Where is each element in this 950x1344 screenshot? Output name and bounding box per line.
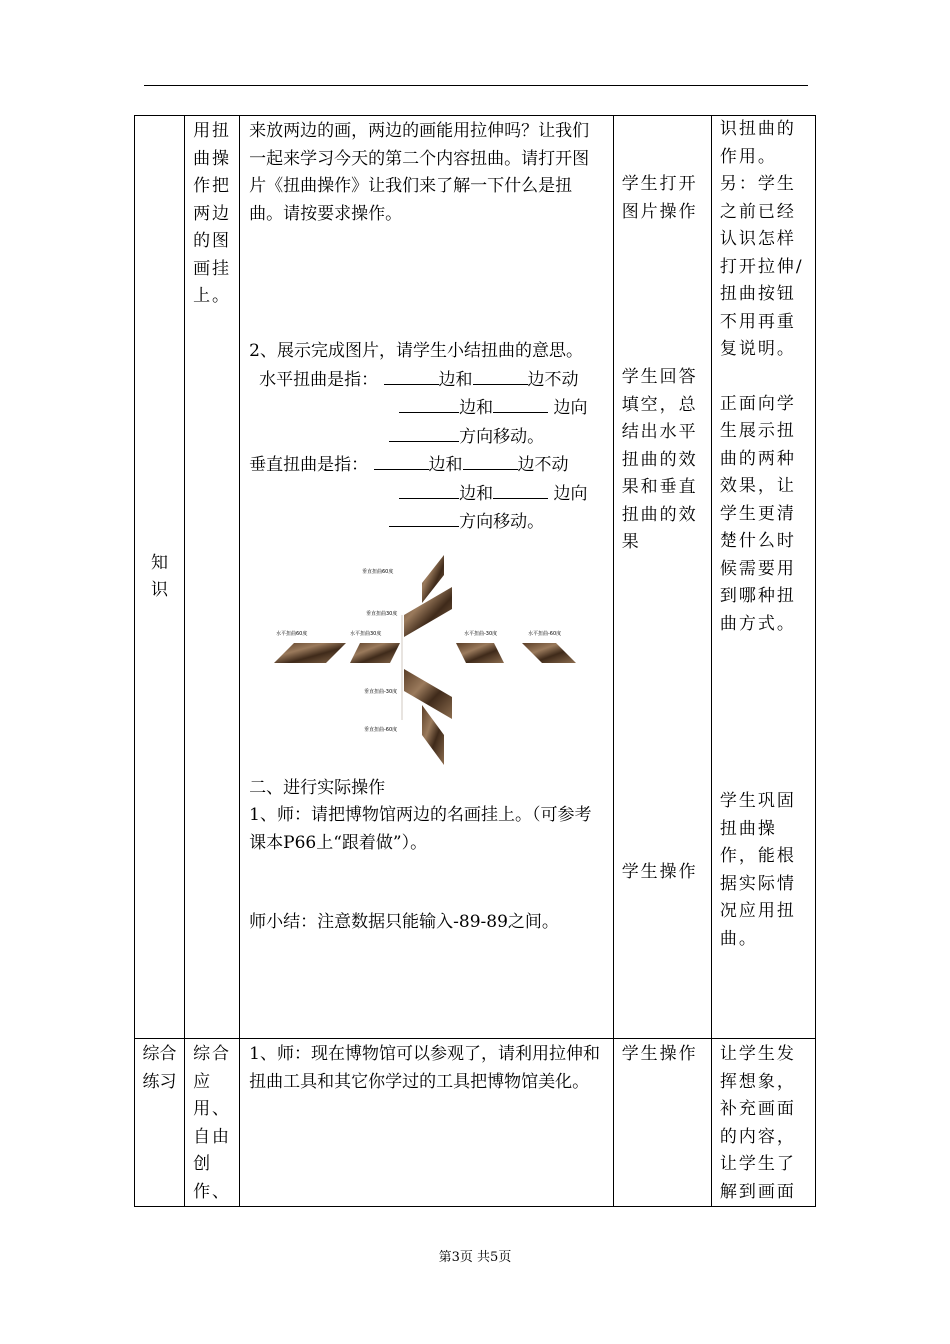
edge-toward-text: 边向 (553, 398, 588, 418)
fill-blank[interactable] (463, 451, 518, 470)
edge-and-text: 边和 (459, 398, 494, 418)
lesson-plan-table (134, 115, 816, 1207)
edge-and-text: 边和 (428, 455, 463, 475)
label-v60: 垂直扭曲60度 (362, 568, 394, 575)
fill-blank[interactable] (473, 366, 528, 385)
picture-vm30 (404, 669, 452, 719)
activity-text: 综合应用、自由创作、 (193, 1044, 232, 1202)
teacher-activity-cell (240, 116, 614, 1039)
edge-toward-text: 边向 (553, 483, 588, 504)
section-label-text: 知 识 (151, 552, 169, 600)
student-activity-cell (613, 1039, 711, 1207)
section-label-practice (135, 1039, 185, 1207)
summary-prompt: 2、展示完成图片，请学生小结扭曲的意思。 (249, 341, 583, 361)
picture-hm60 (522, 643, 576, 663)
label-hm60: 水平扭曲-60度 (528, 630, 562, 637)
design-intent-text: 让学生发挥想象，补充画面的内容，让学生了解到画面 (719, 1044, 796, 1202)
header-rule (144, 85, 808, 86)
fill-blank[interactable] (389, 423, 459, 442)
label-vm60: 垂直扭曲-60度 (364, 726, 398, 733)
horizontal-distort-line1 (249, 366, 605, 395)
direction-move-text: 方向移动。 (459, 426, 545, 447)
student-activity-text: 学生操作 (621, 1044, 698, 1064)
knowledge-row (135, 116, 816, 1039)
activity-cell (185, 1039, 240, 1207)
edge-and-text: 边和 (459, 483, 494, 504)
page-footer: 第3页 共5页 (438, 1250, 512, 1265)
edge-and-text: 边和 (438, 369, 473, 390)
section-label-knowledge (135, 116, 185, 1039)
label-hm30: 水平扭曲-30度 (464, 630, 498, 637)
student-activity-b: 学生回答填空，总结出水平扭曲的效果和垂直扭曲的效果 (621, 367, 698, 552)
practice-row (135, 1039, 816, 1207)
horizontal-distort-line3 (249, 423, 605, 452)
fill-blank[interactable] (493, 480, 548, 499)
section2-paragraph: 1、师：请把博物馆两边的名画挂上。（可参考课本P66上“跟着做”）。 (249, 805, 592, 853)
design-intent-b: 正面向学生展示扭曲的两种效果，让学生更清楚什么时候需要用到哪种扭曲方式。 (719, 393, 796, 634)
fill-blank[interactable] (389, 508, 459, 527)
edge-static-text: 边不动 (517, 455, 569, 475)
fill-blank[interactable] (399, 394, 459, 413)
teacher-activity-cell (240, 1039, 614, 1207)
label-h60: 水平扭曲60度 (276, 630, 308, 637)
picture-hm30 (456, 643, 504, 663)
picture-h30 (350, 643, 400, 663)
direction-move-text: 方向移动。 (459, 512, 545, 532)
section2-title: 二、进行实际操作 (249, 777, 386, 798)
design-intent-c: 学生巩固扭曲操作，能根据实际情况应用扭曲。 (719, 791, 796, 949)
vertical-distort-line1 (249, 451, 605, 480)
label-h30: 水平扭曲30度 (350, 630, 382, 637)
fill-blank[interactable] (384, 366, 439, 385)
student-activity-cell (613, 116, 711, 1039)
horizontal-distort-line2 (249, 394, 605, 423)
design-intent-cell (711, 116, 815, 1039)
intro-paragraph: 来放两边的画，两边的画能用拉伸吗？让我们一起来学习今天的第二个内容扭曲。请打开图片《扭曲操作》让我们来了解一下什么是扭曲。请按要求操作。 (249, 121, 590, 224)
label-v30: 垂直扭曲30度 (366, 610, 398, 617)
picture-vm60 (422, 705, 444, 765)
design-intent-a: 识扭曲的作用。另：学生之前已经认识怎样打开拉伸/扭曲按钮不用再重复说明。 (719, 119, 804, 359)
vertical-distort-line2 (249, 480, 605, 509)
distortion-figure (274, 555, 584, 765)
activity-text: 用扭曲操作把两边的图画挂上。 (193, 121, 232, 306)
fill-blank[interactable] (493, 394, 548, 413)
student-activity-a: 学生打开图片操作 (621, 174, 698, 222)
student-activity-c: 学生操作 (621, 861, 698, 882)
activity-cell (185, 116, 240, 1039)
picture-h60 (274, 643, 346, 663)
vertical-distort-line3 (249, 508, 605, 537)
design-intent-cell (711, 1039, 815, 1207)
distortion-illustration (274, 555, 584, 765)
label-vm30: 垂直扭曲-30度 (364, 688, 398, 695)
practice-paragraph: 1、师：现在博物馆可以参观了，请利用拉伸和扭曲工具和其它你学过的工具把博物馆美化。 (249, 1044, 600, 1092)
teacher-summary: 师小结：注意数据只能输入-89-89之间。 (249, 912, 559, 932)
vert-label: 垂直扭曲是指： (249, 455, 369, 475)
section-label-text: 综合练习 (142, 1044, 177, 1092)
fill-blank[interactable] (399, 480, 459, 499)
fill-blank[interactable] (374, 451, 429, 470)
horiz-label: 水平扭曲是指： (259, 369, 379, 390)
edge-static-text: 边不动 (527, 369, 579, 390)
